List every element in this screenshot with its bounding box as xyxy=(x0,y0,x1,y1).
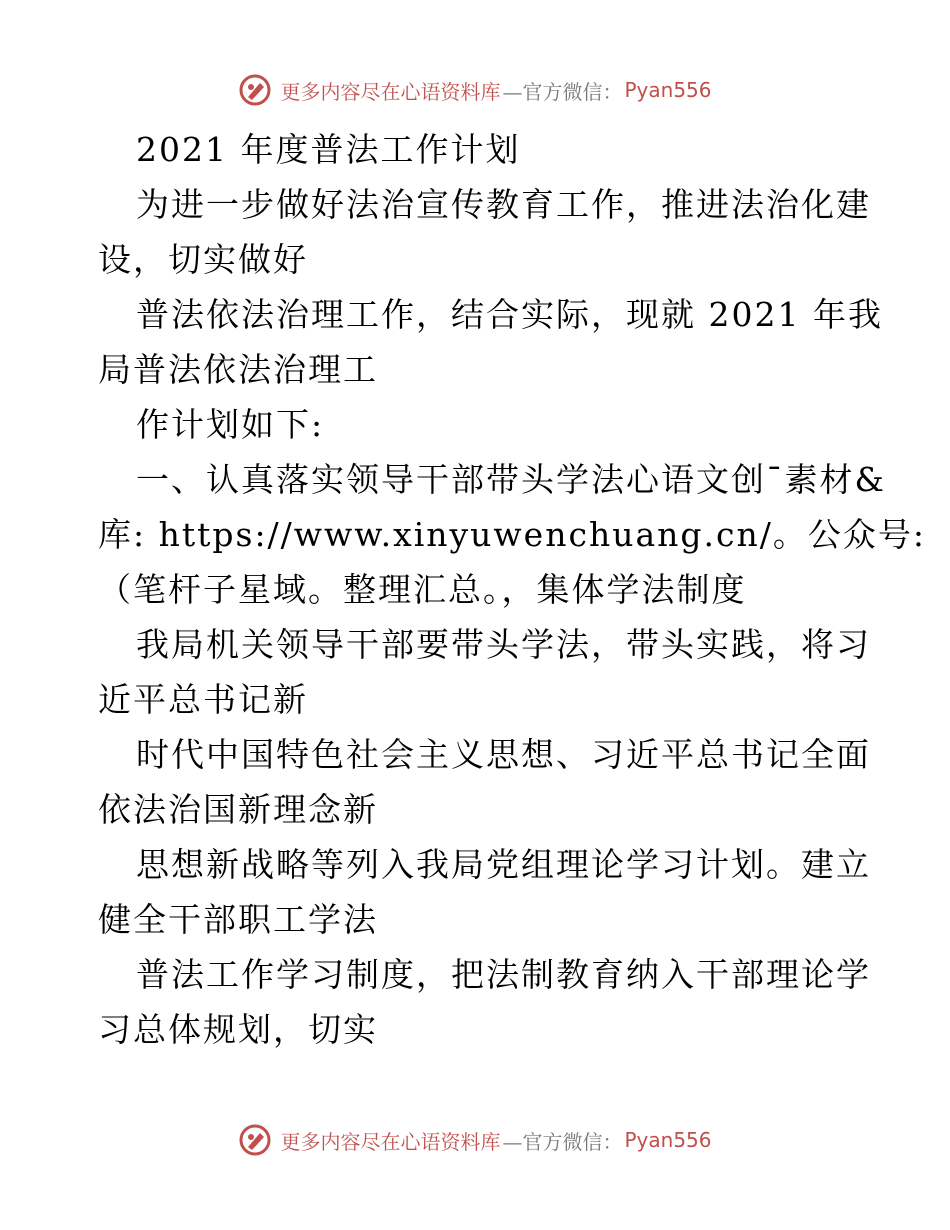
watermark-brand: 更多内容尽在心语资料库 xyxy=(280,1129,501,1154)
watermark-brand: 更多内容尽在心语资料库 xyxy=(280,79,501,104)
doc-line: （笔杆子星域。整理汇总。，集体学法制度 xyxy=(98,570,747,609)
doc-line: 我局机关领导干部要带头学法，带头实践，将习 xyxy=(136,625,871,664)
doc-line: 健全干部职工学法 xyxy=(98,900,378,939)
doc-line: 设，切实做好 xyxy=(98,240,308,279)
doc-line: 库: https://www.xinyuwenchuang.cn/。公众号: xyxy=(98,515,926,554)
watermark-sub: —官方微信： xyxy=(502,1129,623,1154)
pen-logo-icon xyxy=(238,1123,272,1157)
doc-line: 近平总书记新 xyxy=(98,680,308,719)
doc-line: 作计划如下: xyxy=(136,405,325,444)
doc-line: 局普法依法治理工 xyxy=(98,350,378,389)
pen-logo-icon xyxy=(238,73,272,107)
footer-watermark xyxy=(0,1120,950,1160)
doc-line: 思想新战略等列入我局党组理论学习计划。建立 xyxy=(136,845,871,884)
watermark-id: Pyan556 xyxy=(624,78,712,102)
watermark-id: Pyan556 xyxy=(624,1128,712,1152)
doc-line: 为进一步做好法治宣传教育工作，推进法治化建 xyxy=(136,185,871,224)
doc-line: 普法工作学习制度，把法制教育纳入干部理论学 xyxy=(136,955,871,994)
doc-title: 2021 年度普法工作计划 xyxy=(136,130,521,169)
doc-line: 依法治国新理念新 xyxy=(98,790,378,829)
document-body xyxy=(98,122,926,1057)
doc-line: 一、认真落实领导干部带头学法心语文创¯素材& xyxy=(136,460,886,499)
watermark-sub: —官方微信： xyxy=(502,79,623,104)
doc-line: 习总体规划，切实 xyxy=(98,1010,378,1049)
doc-line: 普法依法治理工作，结合实际，现就 2021 年我 xyxy=(136,295,883,334)
header-watermark xyxy=(0,70,950,110)
doc-line: 时代中国特色社会主义思想、习近平总书记全面 xyxy=(136,735,871,774)
